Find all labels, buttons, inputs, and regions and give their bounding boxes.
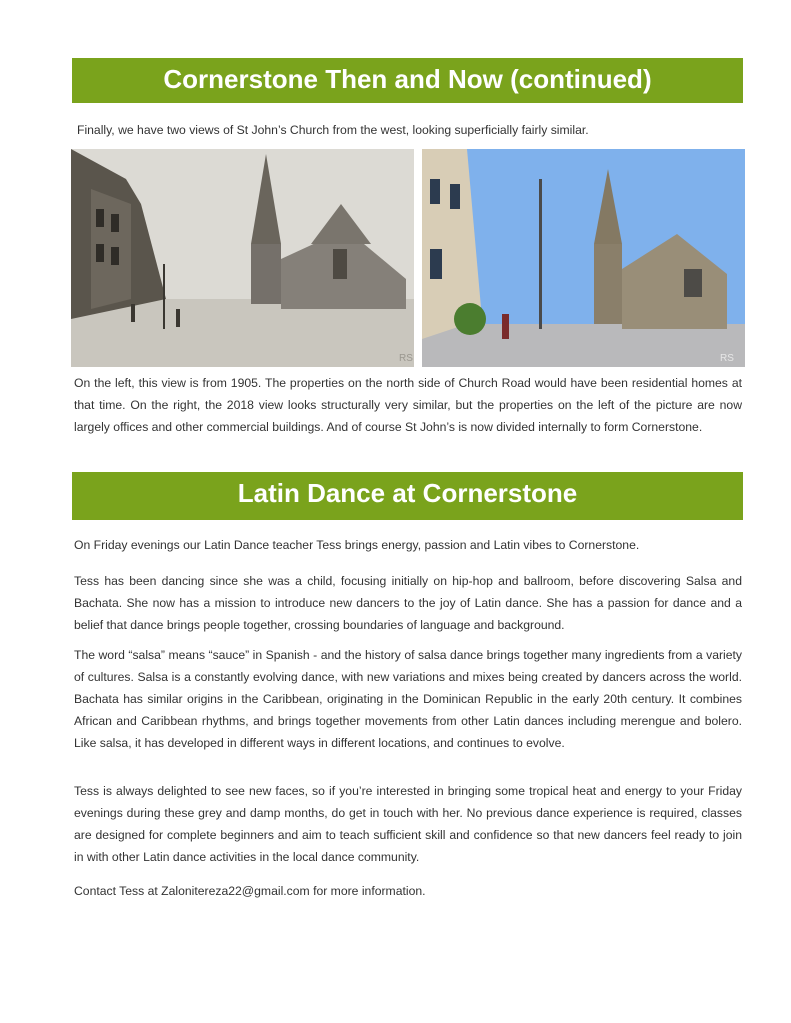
paragraph-salsa-history: The word “salsa” means “sauce” in Spanish - and the history of salsa dance brings together many ingredients from a variety of cultures. Salsa is a constantly evolving dance, with new variations and mixes being created by dancers across the world. Bachata has similar origins in the Caribbean, originating in the Dominican Republic in the early 20th century. It combines African and Caribbean rhythms, and brings together movements from other Latin dances including merengue and bolero. Like salsa, it has developed in different ways in different locations, and continues to evolve. [74,648,742,750]
paragraph-tess-background: Tess has been dancing since she was a child, focusing initially on hip-hop and ballroom, before discovering Salsa and Bachata. She now has a mission to introduce new dancers to the joy of Latin dance. She has a passion for dance and a belief that dance brings people together, crossing boundaries of language and background. [74,574,742,632]
photo-1905-church [71,149,414,367]
paragraph-invitation: Tess is always delighted to see new faces, so if you’re interested in bringing some tropical heat and energy to your Friday evenings during these grey and damp months, do get in touch with her. No previous dance experience is required, classes are designed for complete beginners and aim to teach sufficient skill and confidence so that new dancers feel ready to join in with other Latin dance activities in the local dance community. [74,784,742,864]
photo-caption: On the left, this view is from 1905. The properties on the north side of Church Road would have been residential homes at that time. On the right, the 2018 view looks structurally very similar, but the properties on the left of the picture are now largely offices and other commercial buildings. And of course St John’s is now divided internally to form Cornerstone. [74,376,742,434]
paragraph-intro: On Friday evenings our Latin Dance teacher Tess brings energy, passion and Latin vibes to Cornerstone. [74,538,640,552]
intro-text: Finally, we have two views of St John’s Church from the west, looking superficially fairly similar. [77,123,589,137]
photo-watermark-right: RS [720,353,734,364]
section-title-latin-dance: Latin Dance at Cornerstone [72,472,743,520]
photo-2018-church [422,149,745,367]
section-title-then-and-now: Cornerstone Then and Now (continued) [72,58,743,103]
photo-watermark-left: RS [399,353,413,364]
paragraph-contact: Contact Tess at Zalonitereza22@gmail.com for more information. [74,884,426,898]
